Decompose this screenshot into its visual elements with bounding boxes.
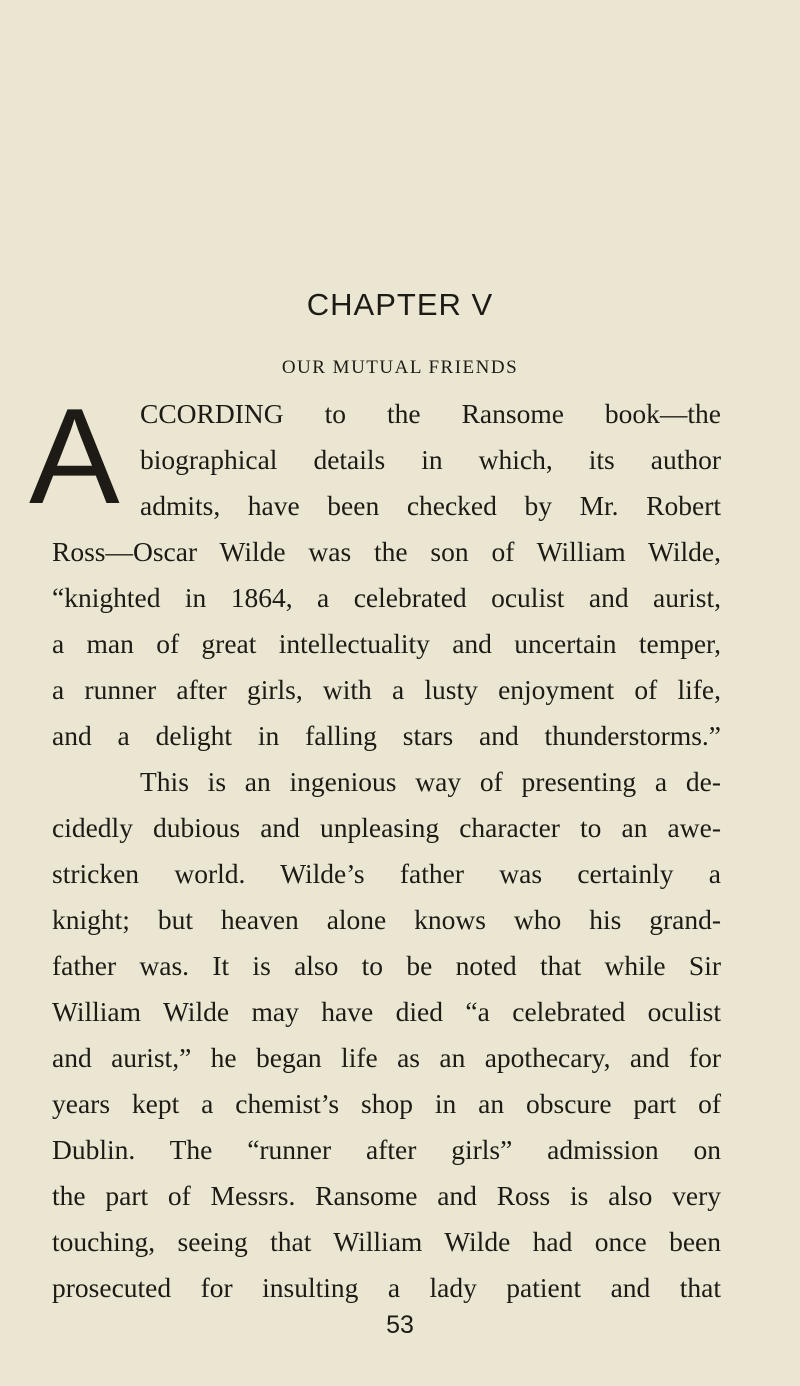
text-line: Dublin. The “runner after girls” admission on <box>52 1134 721 1165</box>
text-line: the part of Messrs. Ransome and Ross is also very <box>52 1180 721 1211</box>
text-line: admits, have been checked by Mr. Robert <box>140 490 721 521</box>
text-line: “knighted in 1864, a celebrated oculist and aurist, <box>52 582 721 613</box>
text-line: father was. It is also to be noted that while Sir <box>52 950 721 981</box>
chapter-subtitle: OUR MUTUAL FRIENDS <box>281 357 519 378</box>
text-line: William Wilde may have died “a celebrated oculist <box>52 996 721 1027</box>
text-line: stricken world. Wilde’s father was certainly a <box>52 858 721 889</box>
text-line: knight; but heaven alone knows who his grand- <box>52 904 721 935</box>
text-line: touching, seeing that William Wilde had once been <box>52 1226 721 1257</box>
text-line: a man of great intellectuality and uncertain temper, <box>52 628 721 659</box>
chapter-title: CHAPTER V <box>306 287 494 322</box>
text-line: This is an ingenious way of presenting a de- <box>140 766 721 797</box>
text-line: Ross—Oscar Wilde was the son of William Wilde, <box>52 536 721 567</box>
text-line: years kept a chemist’s shop in an obscure part of <box>52 1088 721 1119</box>
text-line: and a delight in falling stars and thunderstorms.” <box>52 720 721 751</box>
text-line: prosecuted for insulting a lady patient and that <box>52 1272 721 1303</box>
page-number: 53 <box>386 1311 414 1339</box>
text-line: and aurist,” he began life as an apothecary, and for <box>52 1042 721 1073</box>
text-line: biographical details in which, its author <box>140 444 721 475</box>
text-line: CCORDING to the Ransome book—the <box>140 398 721 429</box>
text-line: cidedly dubious and unpleasing character to an awe- <box>52 812 721 843</box>
text-line: a runner after girls, with a lusty enjoyment of life, <box>52 674 721 705</box>
drop-cap-letter: A <box>29 380 120 532</box>
